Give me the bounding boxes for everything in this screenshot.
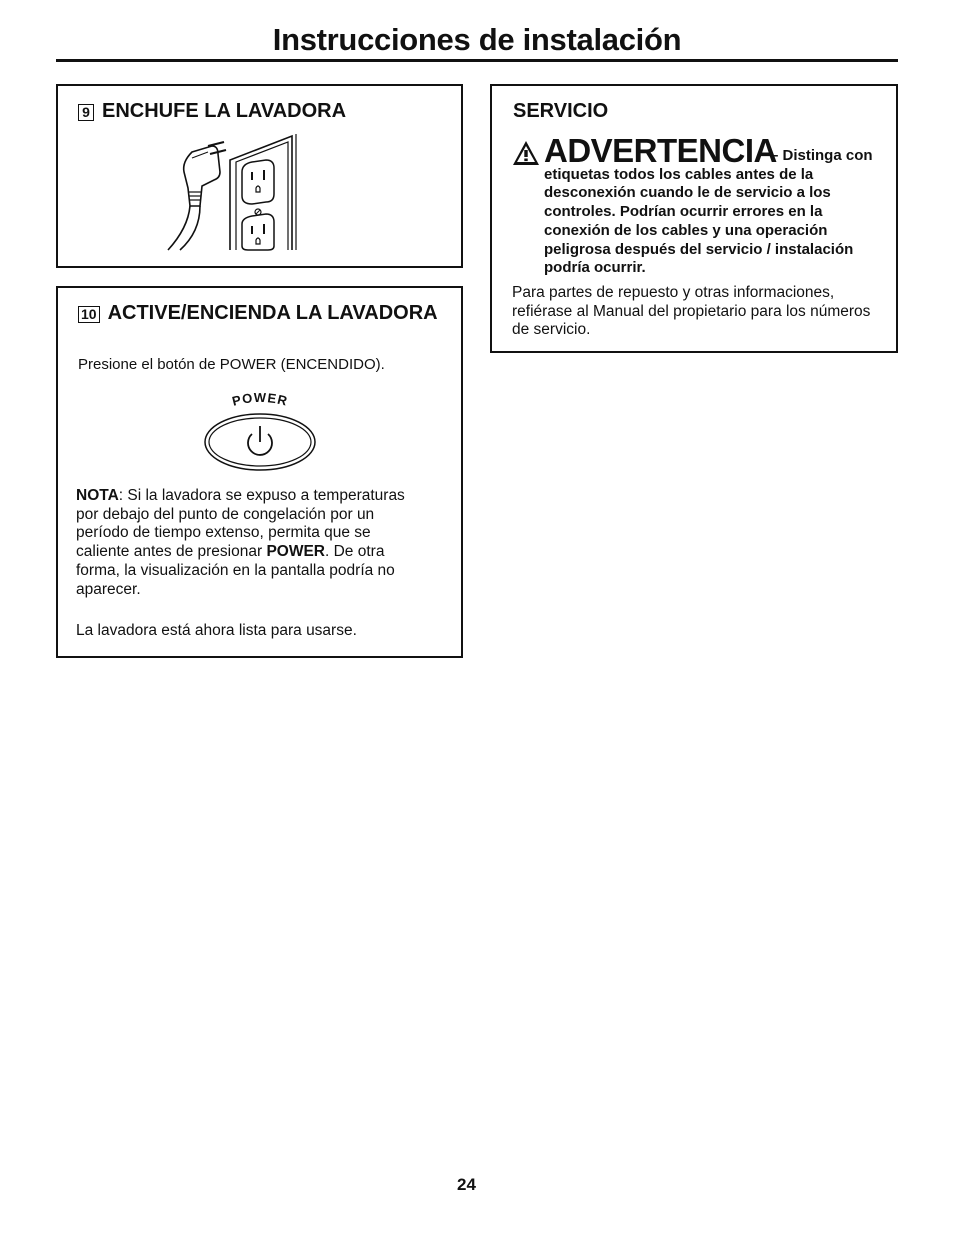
step-9-header <box>78 100 346 122</box>
service-title: SERVICIO <box>513 100 609 122</box>
page-title: Instrucciones de instalación <box>272 22 682 57</box>
step-9-box <box>56 84 463 268</box>
note-text-2: . De otra forma, la visualización en la pantalla podría no aparecer. <box>76 543 395 598</box>
warning-text: – Distinga con etiquetas todos los cables antes de la desconexión cuando le de servicio a los controles. Podrían ocurrir errores en la conexión de los cables y una operación peligrosa después del servicio / instalación podría ocurrir. <box>544 147 873 277</box>
note-label: NOTA <box>76 487 119 504</box>
plug-outlet-icon <box>162 132 302 252</box>
note-text-1: : Si la lavadora se expuso a temperaturas por debajo del punto de congelación por un período de tiempo extenso, permita que se caliente antes de presionar <box>76 487 405 561</box>
step-10-header <box>78 302 438 324</box>
step-10-note <box>76 487 416 599</box>
warning-triangle-icon <box>512 140 540 166</box>
power-label: POWER <box>230 389 290 409</box>
title-rule <box>56 59 898 62</box>
svg-text:POWER <box>230 390 289 409</box>
service-parts-text: Para partes de repuesto y otras informaciones, refiérase al Manual del propietario para los números de servicio. <box>512 284 871 339</box>
note-power-bold: POWER <box>266 543 325 561</box>
power-icon <box>202 388 318 472</box>
step-10-title: ACTIVE/ENCIENDA LA LAVADORA <box>107 302 438 324</box>
step-10-instruction: Presione el botón de POWER (ENCENDIDO). <box>78 356 385 373</box>
step-10-number: 10 <box>78 306 100 323</box>
step-10-box <box>56 286 463 658</box>
service-box <box>490 84 898 353</box>
step-9-number: 9 <box>78 104 94 121</box>
power-button-figure <box>202 388 318 477</box>
step-10-ready-text: La lavadora está ahora lista para usarse. <box>76 622 357 639</box>
warning-heading: ADVERTENCIA <box>544 132 777 169</box>
page-number: 24 <box>457 1175 476 1194</box>
step-9-title: ENCHUFE LA LAVADORA <box>102 100 347 122</box>
